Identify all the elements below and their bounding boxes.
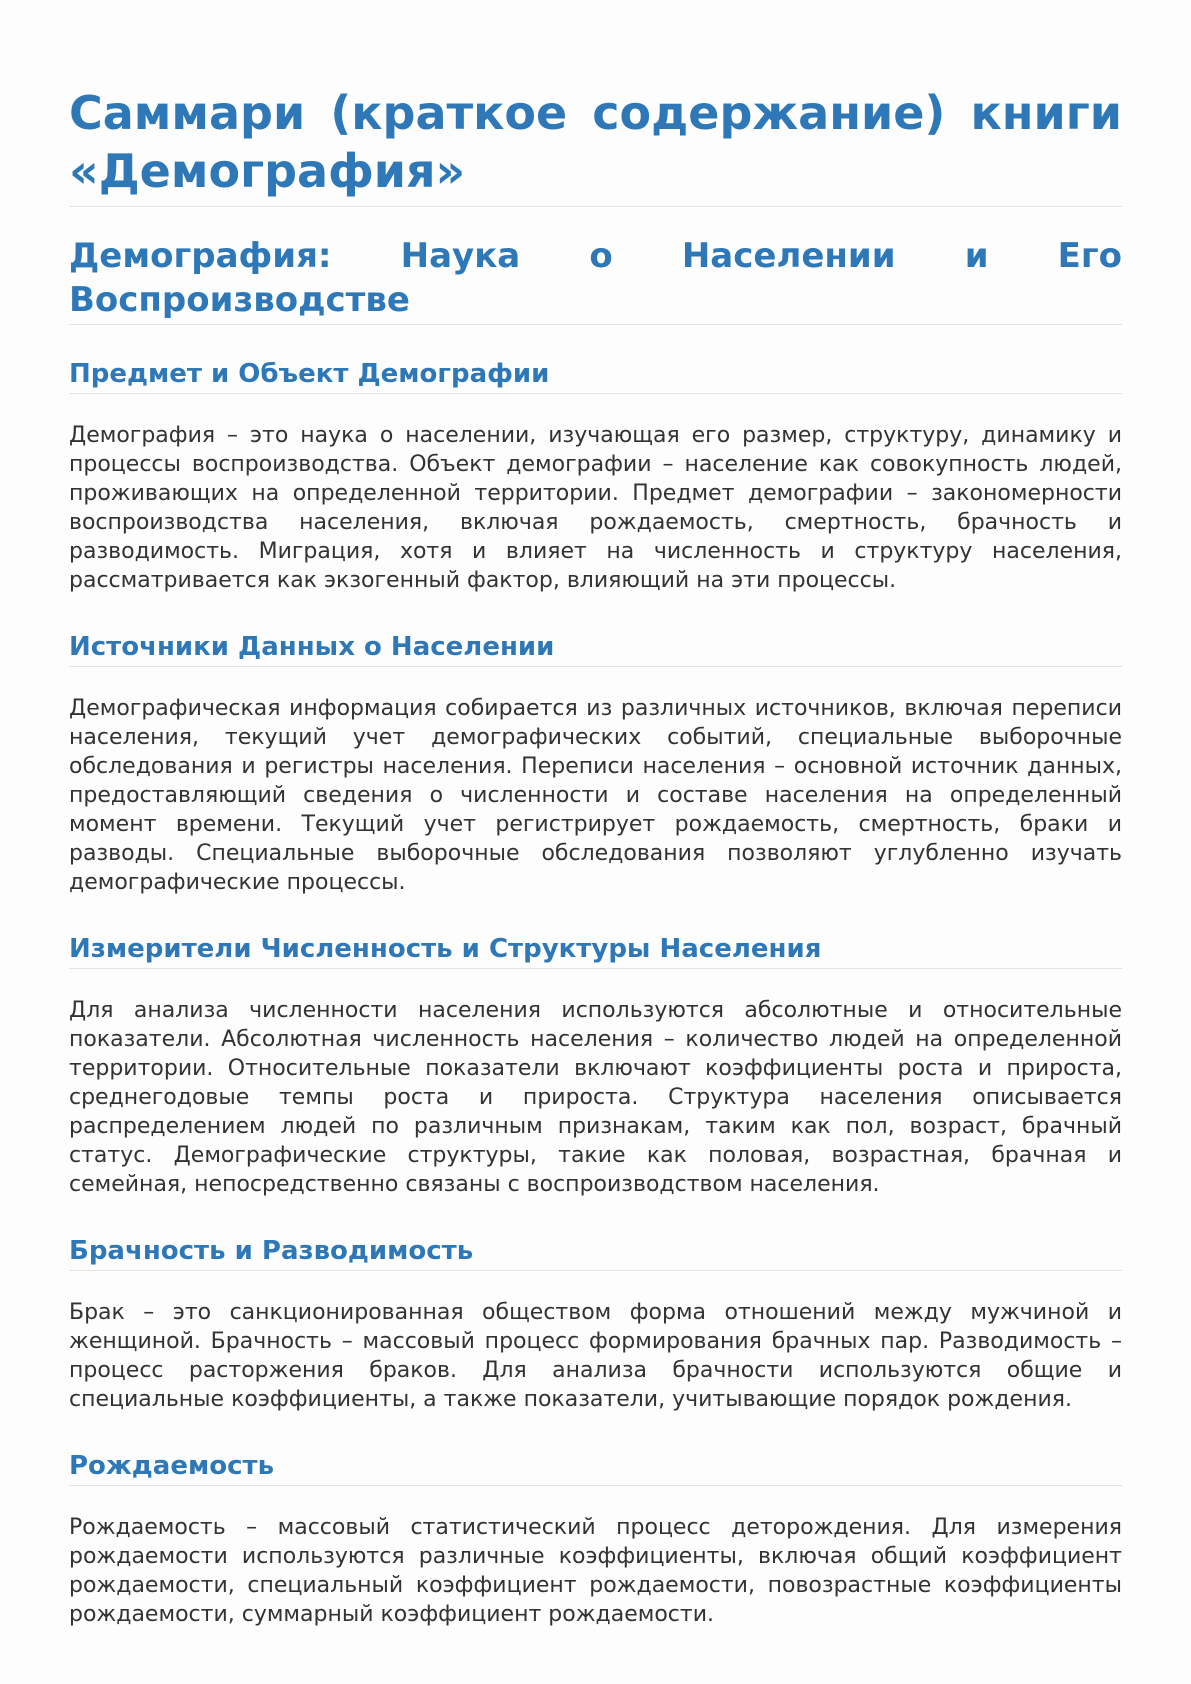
section-heading: Предмет и Объект Демографии xyxy=(69,356,1122,394)
section-heading: Измерители Численность и Структуры Населения xyxy=(69,931,1122,969)
section-paragraph: Демография – это наука о населении, изучающая его размер, структуру, динамику и процессы воспроизводства. Объект демографии – население как совокупность людей, проживающих на определенной территории. Предмет демографии – закономерности воспроизводства населения, включая рождаемость, смертность, брачность и разводимость. Миграция, хотя и влияет на численность и структуру населения, рассматривается как экзогенный фактор, влияющий на эти процессы. xyxy=(69,423,1122,593)
section-subject-object xyxy=(69,356,1122,595)
section-paragraph: Брак – это санкционированная обществом форма отношений между мужчиной и женщиной. Брачность – массовый процесс формирования брачных пар. Разводимость – процесс расторжения браков. Для анализа брачности используются общие и специальные коэффициенты, а также показатели, учитывающие порядок рождения. xyxy=(69,1300,1122,1412)
section-paragraph: Рождаемость – массовый статистический процесс деторождения. Для измерения рождаемости используются различные коэффициенты, включая общий коэффициент рождаемости, специальный коэффициент рождаемости, повозрастные коэффициенты рождаемости, суммарный коэффициент рождаемости. xyxy=(69,1515,1122,1627)
section-fertility xyxy=(69,1448,1122,1629)
section-population-measures xyxy=(69,931,1122,1199)
section-data-sources xyxy=(69,629,1122,897)
document-subtitle: Демография: Наука о Населении и Его Воспроизводстве xyxy=(69,234,1122,325)
section-heading: Брачность и Разводимость xyxy=(69,1233,1122,1271)
section-paragraph: Для анализа численности населения используются абсолютные и относительные показатели. Абсолютная численность населения – количество людей на определенной территории. Относительные показатели включают коэффициенты роста и прироста, среднегодовые темпы роста и прироста. Структура населения описывается распределением людей по различным признакам, таким как пол, возраст, брачный статус. Демографические структуры, такие как половая, возрастная, брачная и семейная, непосредственно связаны с воспроизводством населения. xyxy=(69,998,1122,1197)
section-heading: Источники Данных о Населении xyxy=(69,629,1122,667)
section-paragraph: Демографическая информация собирается из различных источников, включая переписи населения, текущий учет демографических событий, специальные выборочные обследования и регистры населения. Переписи населения – основной источник данных, предоставляющий сведения о численности и составе населения на определенный момент времени. Текущий учет регистрирует рождаемость, смертность, браки и разводы. Специальные выборочные обследования позволяют углубленно изучать демографические процессы. xyxy=(69,696,1122,895)
section-heading: Рождаемость xyxy=(69,1448,1122,1486)
section-marriage-divorce xyxy=(69,1233,1122,1414)
document-page xyxy=(69,84,1122,1629)
document-title: Саммари (краткое содержание) книги «Демография» xyxy=(69,84,1122,207)
